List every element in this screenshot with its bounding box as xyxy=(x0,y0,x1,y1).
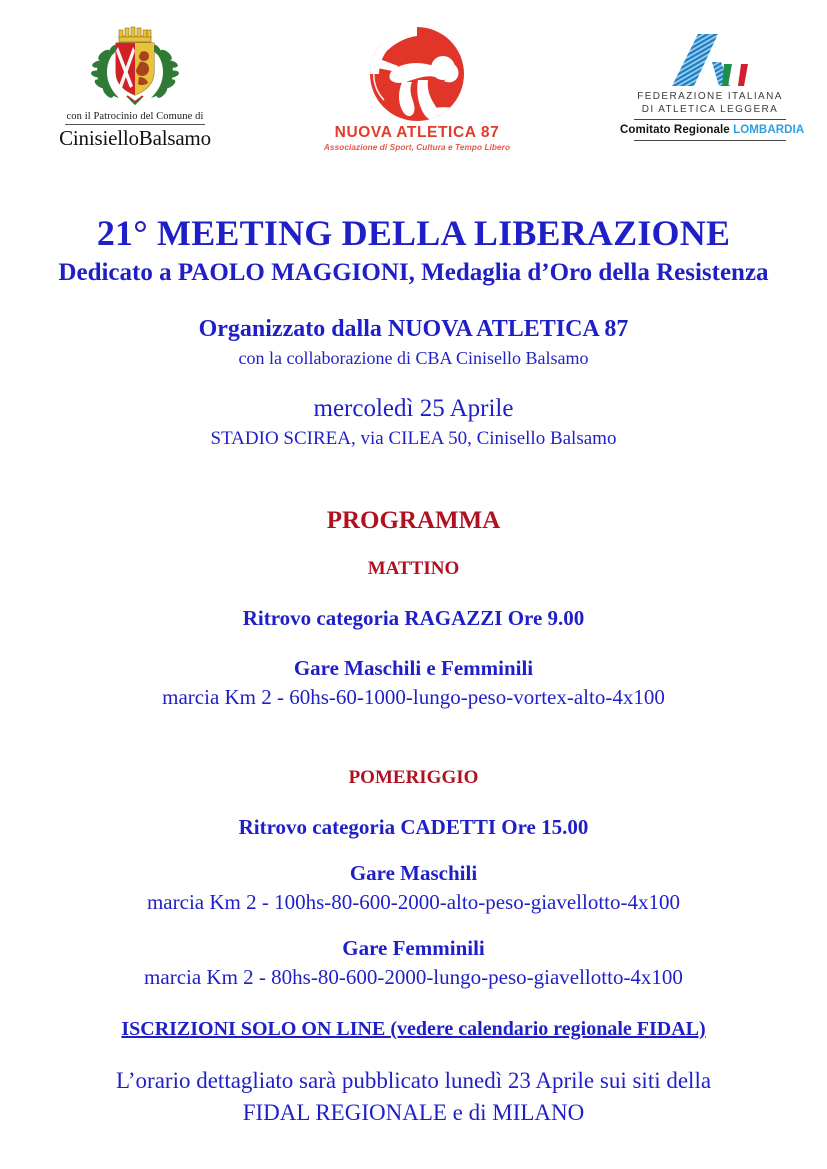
event-list-pomeriggio-2: marcia Km 2 - 80hs-80-600-2000-lungo-peso-giavellotto-4x100 xyxy=(144,965,683,989)
poster-body xyxy=(0,212,827,1129)
logo-fidal-divider-top xyxy=(634,119,786,120)
session-meeting-mattino: Ritrovo categoria RAGAZZI Ore 9.00 xyxy=(242,606,585,630)
logo-fidal-line1: FEDERAZIONE ITALIANA xyxy=(637,91,783,102)
programme-heading: PROGRAMMA xyxy=(326,507,501,534)
session-meeting-pomeriggio: Ritrovo categoria CADETTI Ore 15.00 xyxy=(238,815,589,839)
logo-fidal-lombardia xyxy=(620,26,805,141)
logo-fidal-committee-region: LOMBARDIA xyxy=(733,124,805,136)
logo-fidal-committee xyxy=(620,123,805,137)
poster-date: mercoledì 25 Aprile xyxy=(313,395,514,422)
logo-nuova-atletica-name: NUOVA ATLETICA 87 xyxy=(334,124,500,141)
event-list-pomeriggio-1: marcia Km 2 - 100hs-80-600-2000-alto-peso-giavellotto-4x100 xyxy=(146,890,681,914)
poster-collaboration: con la collaborazione di CBA Cinisello Balsamo xyxy=(238,348,589,368)
event-heading-pomeriggio-2: Gare Femminili xyxy=(342,936,485,960)
event-heading-mattino-1: Gare Maschili e Femminili xyxy=(293,656,534,680)
schedule-note-line2: FIDAL REGIONALE e di MILANO xyxy=(242,1100,585,1125)
logo-fidal-committee-prefix: Comitato Regionale xyxy=(620,124,734,136)
logo-nuova-atletica-87 xyxy=(322,22,512,153)
logo-fidal-line2: DI ATLETICA LEGGERA xyxy=(641,104,779,115)
cinisello-balsamo-coat-of-arms-icon xyxy=(45,24,225,106)
header-logo-band xyxy=(0,0,827,180)
poster-venue: STADIO SCIREA, via CILEA 50, Cinisello Balsamo xyxy=(210,428,617,449)
logo-fidal-divider-bottom xyxy=(634,140,786,141)
event-heading-pomeriggio-1: Gare Maschili xyxy=(349,861,478,885)
event-list-mattino-1: marcia Km 2 - 60hs-60-1000-lungo-peso-vortex-alto-4x100 xyxy=(162,685,665,709)
registration-note: ISCRIZIONI SOLO ON LINE (vedere calendario regionale FIDAL) xyxy=(121,1018,706,1040)
fidal-stripes-mark-icon xyxy=(620,26,800,90)
logo-comune-cinisello-balsamo xyxy=(45,24,225,150)
session-title-mattino: MATTINO xyxy=(367,558,460,579)
nuova-atletica-athlete-mark-icon xyxy=(322,22,512,124)
logo-comune-name: CinisielloBalsamo xyxy=(59,126,211,150)
poster-organizer: Organizzato dalla NUOVA ATLETICA 87 xyxy=(198,316,629,342)
session-title-pomeriggio: POMERIGGIO xyxy=(348,767,479,788)
logo-nuova-atletica-subtitle: Associazione di Sport, Cultura e Tempo Libero xyxy=(323,143,511,152)
poster-dedication: Dedicato a PAOLO MAGGIONI, Medaglia d’Oro della Resistenza xyxy=(58,259,769,286)
schedule-note-line1: L’orario dettagliato sarà pubblicato lunedì 23 Aprile sui siti della xyxy=(115,1068,712,1093)
poster-title: 21° MEETING DELLA LIBERAZIONE xyxy=(96,213,731,253)
logo-comune-patronage-label: con il Patrocinio del Comune di xyxy=(65,110,206,125)
